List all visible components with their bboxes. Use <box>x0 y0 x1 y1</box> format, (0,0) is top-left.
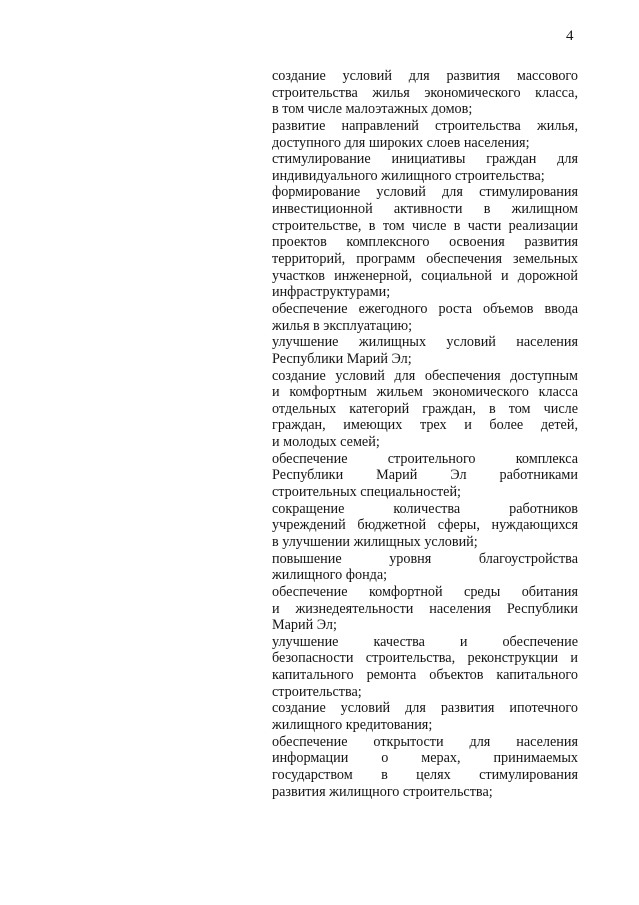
text-line: создание условий для развития массового <box>272 68 578 84</box>
text-line: индивидуального жилищного строительства; <box>272 167 545 184</box>
paragraph <box>272 451 578 501</box>
text-line: в улучшении жилищных условий; <box>272 533 478 550</box>
text-line: обеспечение комфортной среды обитания <box>272 583 578 600</box>
text-line: повышение уровня благоустройства <box>272 550 578 567</box>
text-line: развитие направлений строительства жилья, <box>272 117 578 134</box>
text-line: обеспечение ежегодного роста объемов ввода <box>272 300 578 317</box>
paragraph <box>272 734 578 801</box>
text-line: и молодых семей; <box>272 434 380 451</box>
text-line: Республики Марий Эл; <box>272 350 412 367</box>
text-line: обеспечение строительного комплекса <box>272 450 578 467</box>
paragraph <box>272 118 578 151</box>
paragraph <box>272 334 578 367</box>
text-line: граждан, имеющих трех и более детей, <box>272 417 578 434</box>
paragraph <box>272 551 578 584</box>
text-line: создание условий для обеспечения доступным <box>272 367 578 384</box>
text-line: создание условий для развития ипотечного <box>272 700 578 717</box>
text-line: строительства; <box>272 683 362 700</box>
text-line: безопасности строительства, реконструкции и <box>272 650 578 667</box>
paragraph <box>272 368 578 451</box>
text-line: стимулирование инициативы граждан для <box>272 151 578 168</box>
paragraph <box>272 68 578 118</box>
text-line: жилищного фонда; <box>272 567 388 584</box>
text-line: инфраструктурами; <box>272 284 391 301</box>
text-line: доступного для широких слоев населения; <box>272 134 530 151</box>
text-line: развития жилищного строительства; <box>272 783 493 800</box>
text-line: государством в целях стимулирования <box>272 766 578 783</box>
page-number: 4 <box>566 28 574 44</box>
text-line: сокращение количества работников <box>272 500 578 517</box>
text-line: жилищного кредитования; <box>272 716 433 733</box>
text-line: улучшение жилищных условий населения <box>272 334 578 351</box>
text-line: инвестиционной активности в жилищном <box>272 201 578 218</box>
paragraph <box>272 151 578 184</box>
paragraph <box>272 501 578 551</box>
text-line: информации о мерах, принимаемых <box>272 750 578 767</box>
paragraph <box>272 700 578 733</box>
text-line: проектов комплексного освоения развития <box>272 234 578 251</box>
text-line: участков инженерной, социальной и дорожной <box>272 267 578 284</box>
paragraph <box>272 584 578 634</box>
text-line: формирование условий для стимулирования <box>272 184 578 201</box>
text-line: жилья в эксплуатацию; <box>272 317 413 334</box>
text-line: капитального ремонта объектов капитального <box>272 667 578 684</box>
text-line: обеспечение открытости для населения <box>272 733 578 750</box>
paragraph <box>272 634 578 701</box>
text-line: отдельных категорий граждан, в том числе <box>272 400 578 417</box>
text-line: строительства жилья экономического класса, <box>272 84 578 101</box>
text-line: улучшение качества и обеспечение <box>272 633 578 650</box>
text-line: и жизнедеятельности населения Республики <box>272 600 578 617</box>
text-line: Марий Эл; <box>272 617 337 634</box>
text-line: строительных специальностей; <box>272 484 461 501</box>
text-line: в том числе малоэтажных домов; <box>272 101 473 118</box>
text-line: и комфортным жильем экономического класса <box>272 384 578 401</box>
text-line: строительстве, в том числе в части реализации <box>272 217 578 234</box>
text-line: учреждений бюджетной сферы, нуждающихся <box>272 517 578 534</box>
text-line: Республики Марий Эл работниками <box>272 467 578 484</box>
paragraph <box>272 301 578 334</box>
text-line: территорий, программ обеспечения земельных <box>272 251 578 268</box>
paragraph <box>272 184 578 300</box>
document-body <box>272 68 578 800</box>
